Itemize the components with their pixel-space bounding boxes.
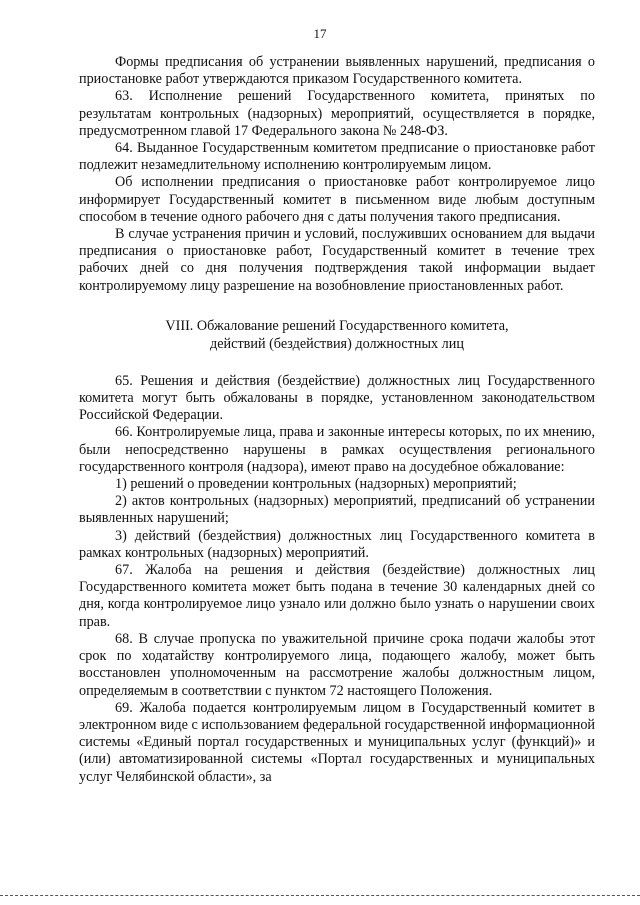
paragraph-63: 63. Исполнение решений Государственного комитета, принятых по результатам контрольных (надзорных) мероприятий, осуществляется в порядке, предусмотренном главой 17 Федерального закона № 248-ФЗ. (79, 88, 595, 139)
section-heading-line-2: действий (бездействия) должностных лиц (210, 335, 464, 352)
section-heading-line-1: VIII. Обжалование решений Государственного комитета, (165, 317, 509, 334)
paragraph-execution-notice: Об исполнении предписания о приостановке работ контролируемое лицо информирует Государственный комитет в письменном виде любым доступным способом в течение одного рабочего дня с даты получения такого предписания. (79, 174, 595, 225)
paragraph-resumption-permit: В случае устранения причин и условий, послуживших основанием для выдачи предписания о приостановке работ, Государственный комитет в течение трех рабочих дней со дня получения подтверждения такой информации выдает контролируемому лицу разрешение на возобновление приостановленных работ. (79, 226, 595, 294)
paragraph-66: 66. Контролируемые лица, права и законные интересы которых, по их мнению, были непосредственно нарушены в рамках осуществления регионального государственного контроля (надзора), имеют право на досудебное обжалование: (79, 424, 595, 475)
paragraph-67: 67. Жалоба на решения и действия (бездействие) должностных лиц Государственного комитета может быть подана в течение 30 календарных дней со дня, когда контролируемое лицо узнало или должно было узнать о нарушении своих прав. (79, 562, 595, 630)
list-item-2: 2) актов контрольных (надзорных) мероприятий, предписаний об устранении выявленных нарушений; (79, 493, 595, 527)
list-item-1: 1) решений о проведении контрольных (надзорных) мероприятий; (115, 476, 517, 493)
paragraph-65: 65. Решения и действия (бездействие) должностных лиц Государственного комитета могут быть обжалованы в порядке, установленном законодательством Российской Федерации. (79, 372, 595, 424)
paragraph-69: 69. Жалоба подается контролируемым лицом в Государственный комитет в электронном виде с использованием федеральной государственной информационной системы «Единый портал государственных и муниципальных услуг (функций)» и (или) автоматизированной системы «Портал государственных и муниципальных услуг Челябинской области», за (79, 699, 595, 785)
paragraph-order-forms: Формы предписания об устранении выявленных нарушений, предписания о приостановке работ утверждаются приказом Государственного комитета. (79, 54, 595, 88)
list-item-3: 3) действий (бездействия) должностных лиц Государственного комитета в рамках контрольных (надзорных) мероприятий. (79, 527, 595, 561)
page-bottom-rule (0, 895, 640, 896)
page-number: 17 (313, 26, 327, 41)
document-body (79, 54, 595, 786)
paragraph-68: 68. В случае пропуска по уважительной причине срока подачи жалобы этот срок по ходатайству контролируемого лица, подающего жалобу, может быть восстановлен уполномоченным на рассмотрение жалобы должностным лицом, определяемым в соответствии с пунктом 72 настоящего Положения. (79, 630, 595, 699)
paragraph-64: 64. Выданное Государственным комитетом предписание о приостановке работ подлежит незамедлительному исполнению контролируемым лицом. (79, 140, 595, 174)
section-heading (79, 317, 595, 353)
